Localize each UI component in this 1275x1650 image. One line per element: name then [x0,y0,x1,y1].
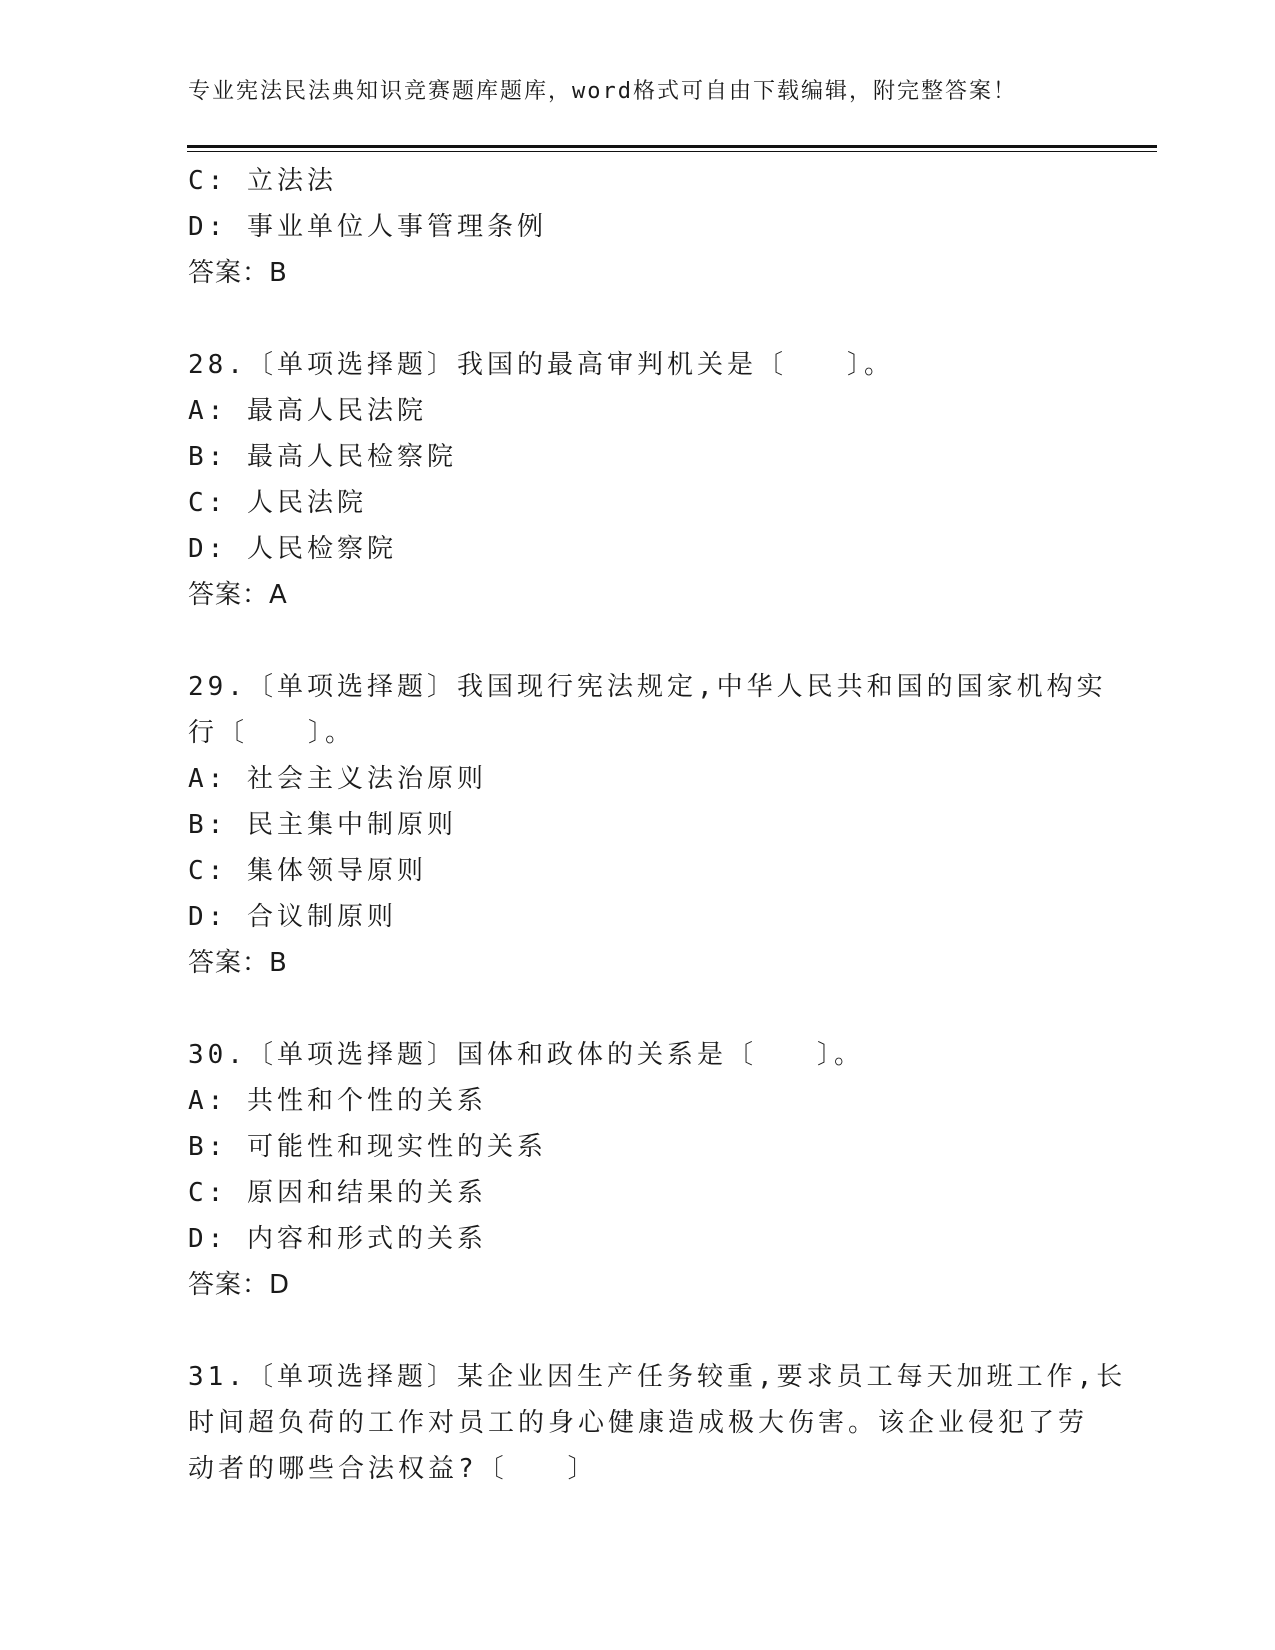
option-d: D: 人民检察院 [188,534,397,564]
spacer [188,296,1088,342]
question-30 [188,1032,1088,1308]
question-stem-line: 时间超负荷的工作对员工的身心健康造成极大伤害。该企业侵犯了劳 [188,1408,1089,1438]
option-a: A: 最高人民法院 [188,396,427,426]
spacer [188,1308,1088,1354]
question-stem-line: 28.〔单项选择题〕我国的最高审判机关是〔 〕。 [188,350,894,380]
header-divider-thick [187,145,1157,148]
option-a: A: 社会主义法治原则 [188,764,487,794]
question-29 [188,664,1107,986]
option-c: C: 人民法院 [188,488,367,518]
answer-line: 答案：B [188,258,288,288]
option-b: B: 民主集中制原则 [188,810,457,840]
option-c: C: 原因和结果的关系 [188,1178,487,1208]
question-continuation [188,158,1088,296]
option-b: B: 可能性和现实性的关系 [188,1132,547,1162]
spacer [188,986,1088,1032]
question-stem-line: 29.〔单项选择题〕我国现行宪法规定,中华人民共和国的国家机构实 [188,672,1107,702]
option-c: C: 立法法 [188,166,337,196]
answer-line: 答案：B [188,948,288,978]
option-d: D: 合议制原则 [188,902,397,932]
option-d: D: 内容和形式的关系 [188,1224,487,1254]
option-a: A: 共性和个性的关系 [188,1086,487,1116]
header-divider-thin [187,151,1157,152]
spacer [188,618,1088,664]
page-header: 专业宪法民法典知识竞赛题库题库，word格式可自由下载编辑，附完整答案！ [188,79,1017,104]
question-stem-line: 行〔 〕。 [188,718,356,748]
question-28 [188,342,1088,618]
answer-line: 答案：D [188,1270,291,1300]
document-body [188,158,1127,1492]
option-d: D: 事业单位人事管理条例 [188,212,547,242]
question-stem-line: 30.〔单项选择题〕国体和政体的关系是〔 〕。 [188,1040,864,1070]
option-b: B: 最高人民检察院 [188,442,457,472]
answer-line: 答案：A [188,580,288,610]
question-stem-line: 动者的哪些合法权益?〔 〕 [188,1454,598,1484]
question-31 [188,1354,1127,1492]
question-stem-line: 31.〔单项选择题〕某企业因生产任务较重,要求员工每天加班工作,长 [188,1362,1127,1392]
option-c: C: 集体领导原则 [188,856,427,886]
